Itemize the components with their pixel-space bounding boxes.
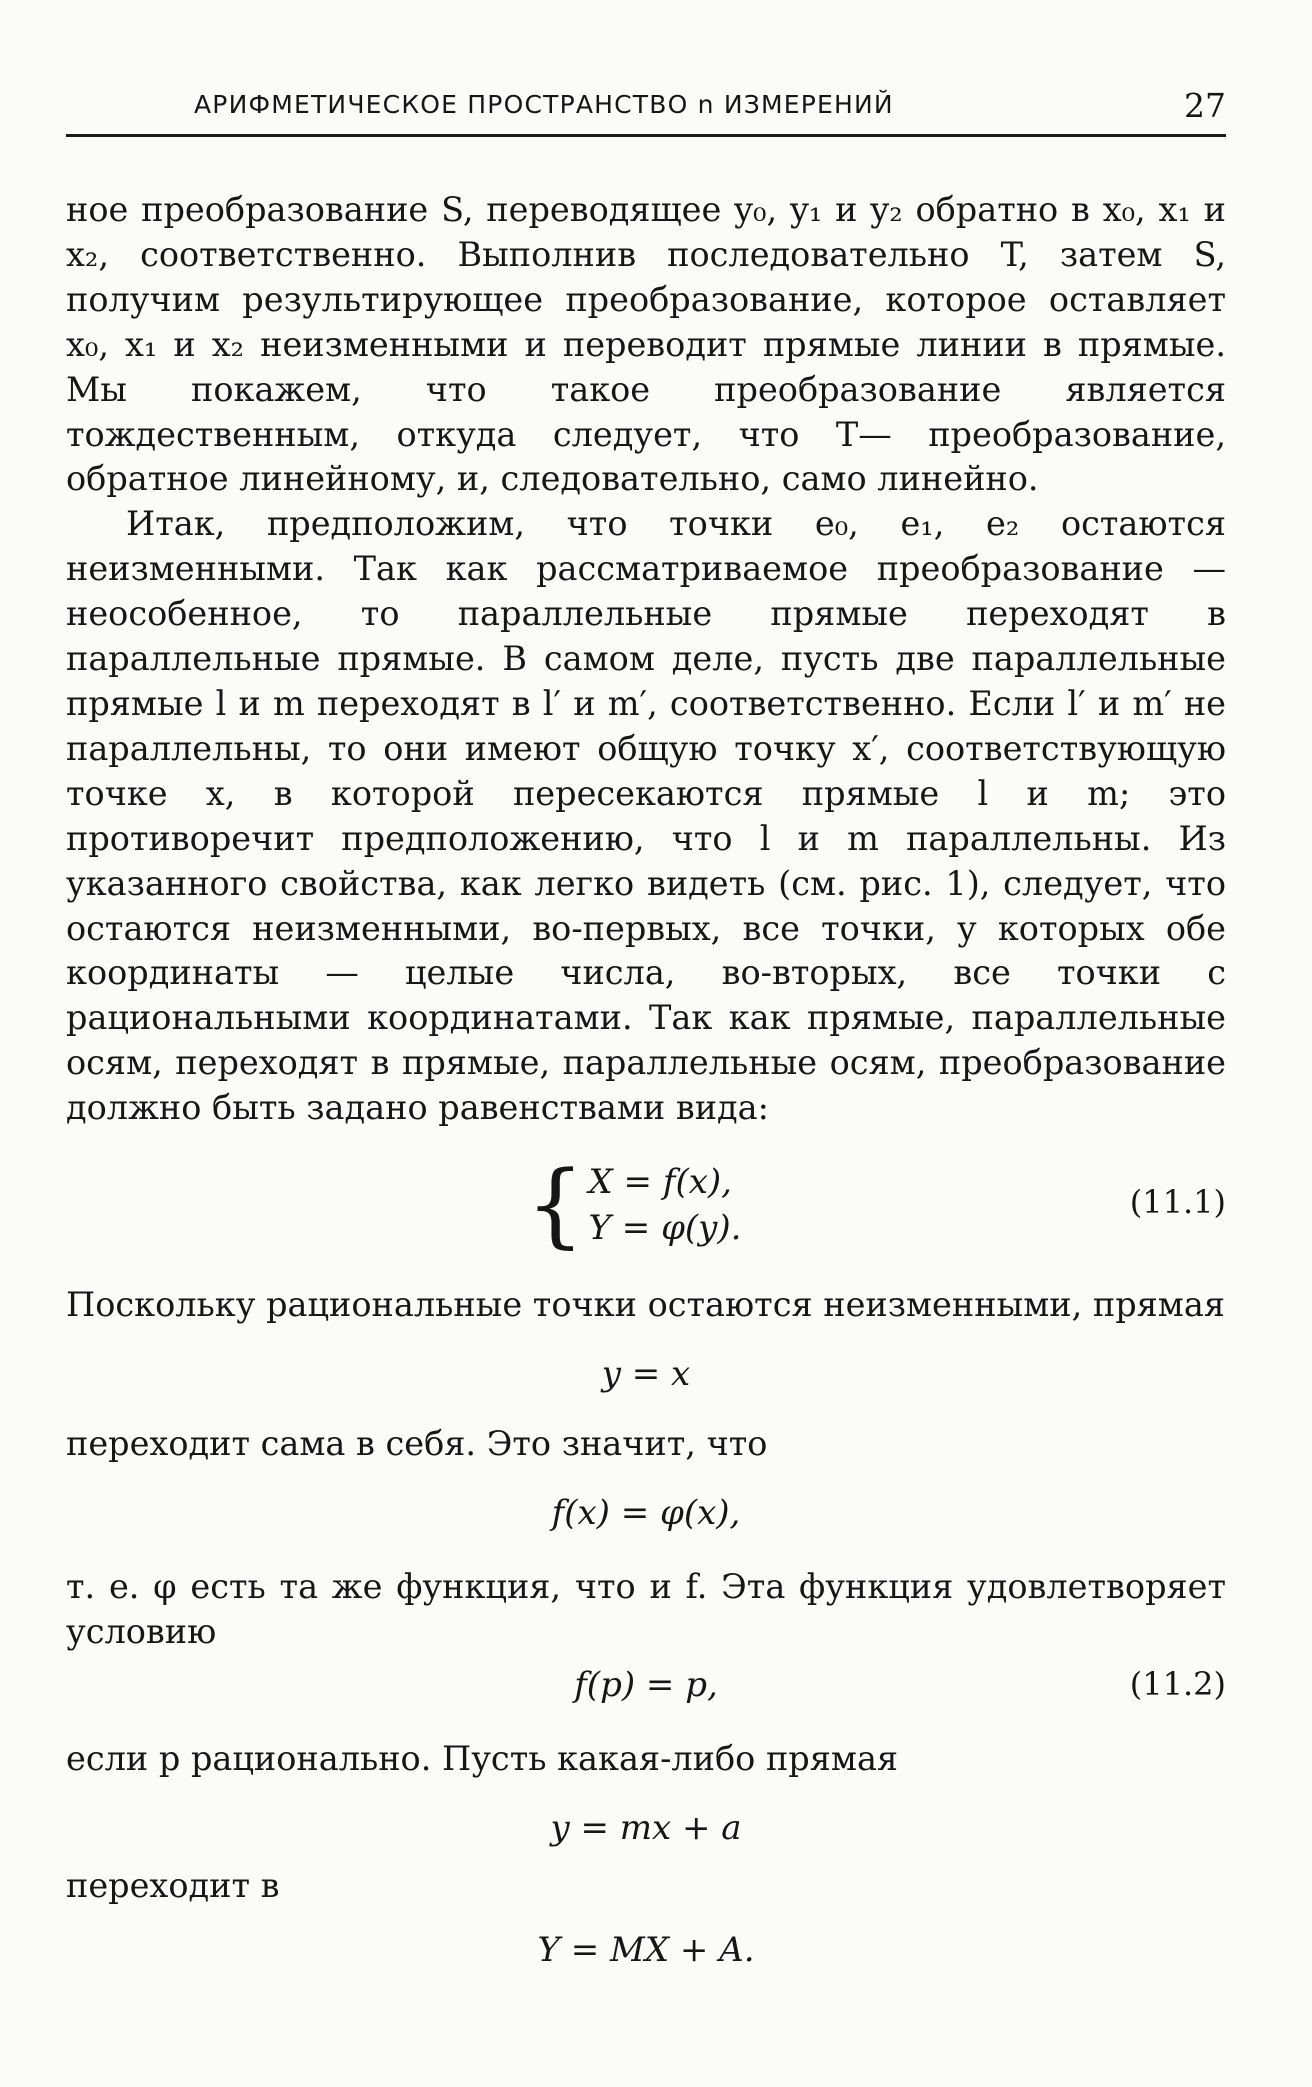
paragraph-4: переходит сама в себя. Это значит, что bbox=[66, 1423, 768, 1463]
equation-11-1-line-1: X = f(x), bbox=[588, 1162, 732, 1203]
book-page bbox=[66, 0, 1226, 2087]
equation-line-image: Y = MX + A. bbox=[537, 1930, 755, 1971]
equation-f-equals-phi: f(x) = φ(x), bbox=[551, 1492, 741, 1533]
body-text bbox=[66, 188, 1226, 1974]
paragraph-5: т. е. φ есть та же функция, что и f. Эта функция удовлетворяет условию bbox=[66, 1566, 1226, 1651]
paragraph-3: Поскольку рациональные точки остаются неизменными, прямая bbox=[66, 1285, 1225, 1325]
equation-11-1 bbox=[66, 1151, 1226, 1273]
equation-number: (11.2) bbox=[1129, 1664, 1226, 1703]
equation-line: y = mx + a bbox=[550, 1807, 742, 1848]
equation-11-2: f(p) = p, (11.2) bbox=[574, 1664, 1226, 1705]
paragraph-1: ное преобразование S, переводящее y₀, y₁ и y₂ обратно в x₀, x₁ и x₂, соответственно. Выполнив последовательно T, затем S, получим результирующее преобразование, которое оставляет x₀, x₁ и x₂ неизменными и переводит прямые линии в прямые. Мы покажем, что такое преобразование является тождественным, откуда следует, что T— преобразование, обратное линейному, и, следовательно, само линейно. bbox=[66, 190, 1226, 499]
paragraph-7: переходит в bbox=[66, 1865, 280, 1905]
left-brace: { bbox=[526, 1151, 585, 1259]
running-header bbox=[66, 84, 1226, 137]
equation-y-equals-x: y = x bbox=[601, 1353, 691, 1394]
paragraph-2: Итак, предположим, что точки e₀, e₁, e₂ остаются неизменными. Так как рассматриваемое преобразование — неособенное, то параллельные прямые переходят в параллельные прямые. В самом деле, пусть две параллельные прямые l и m переходят в l′ и m′, соответственно. Если l′ и m′ не параллельны, то они имеют общую точку x′, соответствующую точке x, в которой пересекаются прямые l и m; это противоречит предположению, что l и m параллельны. Из указанного свойства, как легко видеть (см. рис. 1), следует, что остаются неизменными, во-первых, все точки, у которых обе координаты — целые числа, во-вторых, все точки с рациональными координатами. Так как прямые, параллельные осям, переходят в прямые, параллельные осям, преобразование должно быть задано равенствами вида: bbox=[66, 504, 1226, 1128]
page-number: 27 bbox=[1184, 86, 1226, 125]
equation-11-1-line-2: Y = φ(y). bbox=[588, 1208, 742, 1249]
equation-number: (11.1) bbox=[1129, 1183, 1226, 1222]
paragraph-6: если p рационально. Пусть какая-либо прямая bbox=[66, 1738, 899, 1778]
header-title: АРИФМЕТИЧЕСКОЕ ПРОСТРАНСТВО n ИЗМЕРЕНИЙ bbox=[194, 90, 894, 119]
